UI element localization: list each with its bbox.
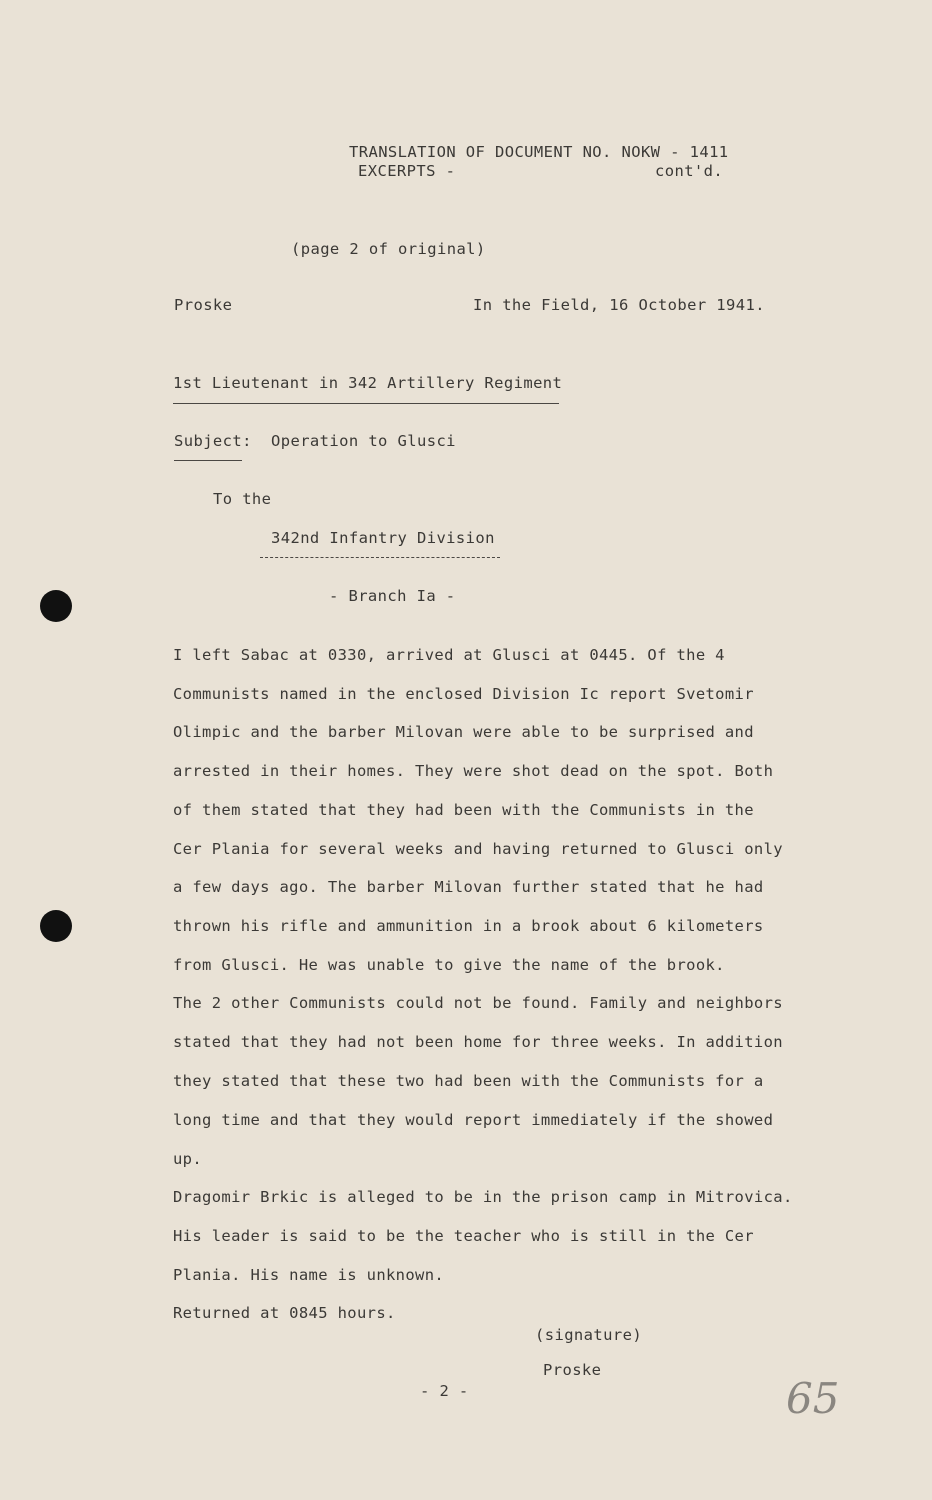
place-date: In the Field, 16 October 1941.: [473, 296, 765, 314]
punch-hole-bottom: [40, 910, 72, 942]
branch: - Branch Ia -: [329, 587, 456, 605]
body-line: The 2 other Communists could not be found. Family and neighbors: [173, 994, 783, 1012]
rank-underline: [173, 403, 559, 404]
body-line: Cer Plania for several weeks and having returned to Glusci only: [173, 840, 783, 858]
body-line: of them stated that they had been with the Communists in the: [173, 801, 754, 819]
recipient-underline: [260, 557, 500, 558]
body-line: Returned at 0845 hours.: [173, 1304, 396, 1322]
body-line: Olimpic and the barber Milovan were able to be surprised and: [173, 723, 754, 741]
page-number: - 2 -: [420, 1382, 469, 1400]
body-line: Plania. His name is unknown.: [173, 1266, 445, 1284]
to-label: To the: [213, 490, 272, 508]
sender-rank: 1st Lieutenant in 342 Artillery Regiment: [173, 374, 563, 392]
body-line: thrown his rifle and ammunition in a brook about 6 kilometers: [173, 917, 764, 935]
body-line: from Glusci. He was unable to give the name of the brook.: [173, 956, 725, 974]
punch-hole-top: [40, 590, 72, 622]
header-contd: cont'd.: [655, 162, 724, 180]
body-line: up.: [173, 1150, 203, 1168]
body-line: His leader is said to be the teacher who is still in the Cer: [173, 1227, 754, 1245]
body-line: Communists named in the enclosed Division Ic report Svetomir: [173, 685, 754, 703]
handwritten-page-number: 65: [786, 1374, 840, 1423]
sender-name: Proske: [174, 296, 233, 314]
subject-label-underline: [174, 460, 242, 461]
subject-text: Operation to Glusci: [271, 432, 456, 450]
body-line: arrested in their homes. They were shot dead on the spot. Both: [173, 762, 774, 780]
recipient: 342nd Infantry Division: [271, 529, 495, 547]
page-note: (page 2 of original): [291, 240, 486, 258]
body-line: a few days ago. The barber Milovan further stated that he had: [173, 878, 764, 896]
subject-label: Subject:: [174, 432, 252, 450]
body-line: I left Sabac at 0330, arrived at Glusci at 0445. Of the 4: [173, 646, 725, 664]
body-line: they stated that these two had been with the Communists for a: [173, 1072, 764, 1090]
body-line: stated that they had not been home for three weeks. In addition: [173, 1033, 783, 1051]
signature-name: Proske: [543, 1361, 602, 1379]
body-line: Dragomir Brkic is alleged to be in the prison camp in Mitrovica.: [173, 1188, 793, 1206]
body-line: long time and that they would report immediately if the showed: [173, 1111, 774, 1129]
header-excerpts: EXCERPTS -: [358, 162, 456, 180]
header-title: TRANSLATION OF DOCUMENT NO. NOKW - 1411: [349, 143, 729, 161]
signature-note: (signature): [535, 1326, 643, 1344]
